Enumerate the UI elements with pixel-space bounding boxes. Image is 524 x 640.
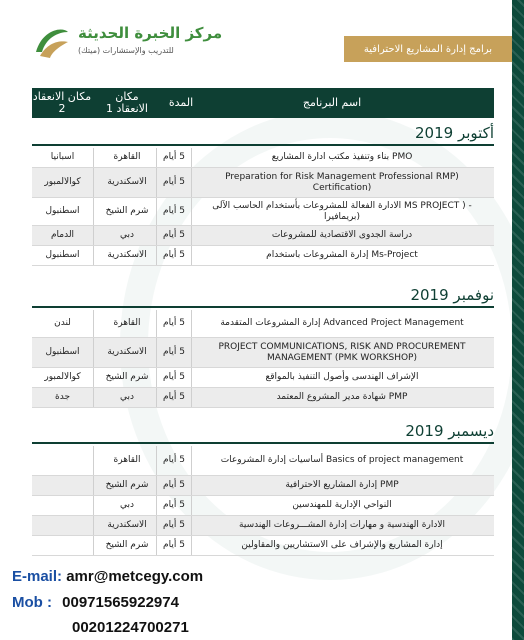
table-row <box>32 496 494 516</box>
location2-cell: اسبانيا <box>32 148 94 167</box>
duration-cell: 5 أيام <box>156 148 192 167</box>
location1-cell: القاهرة <box>113 318 141 328</box>
location2-cell: اسطنبول <box>32 198 94 225</box>
column-location1: مكان الانعقاد 1 <box>105 90 148 115</box>
location2-cell: الدمام <box>32 226 94 245</box>
program-cell: Preparation for Risk Management Professional RMP) Certification) <box>225 171 459 193</box>
program-cell: الإشراف الهندسى وأصول التنفيذ بالمواقع <box>265 372 419 382</box>
duration-cell: 5 أيام <box>156 168 192 197</box>
mobile-line-2 <box>72 619 189 636</box>
program-cell: بناء وتنفيذ مكتب ادارة المشاريع PMO <box>271 152 413 162</box>
mobile-number-2[interactable]: 00201224700271 <box>72 619 189 636</box>
table-row <box>32 226 494 246</box>
location2-cell: لندن <box>32 310 94 337</box>
location1-cell: شرم الشيخ <box>105 372 149 382</box>
location1-cell: شرم الشيخ <box>105 206 149 216</box>
location1-cell: القاهرة <box>113 152 141 162</box>
email-line <box>12 568 203 585</box>
table-row <box>32 246 494 266</box>
side-pattern-strip <box>512 0 524 640</box>
column-program: اسم البرنامج <box>302 96 362 109</box>
duration-cell: 5 أيام <box>156 198 192 225</box>
duration-cell: 5 أيام <box>156 516 192 535</box>
program-cell: دراسة الجدوى الاقتصادية للمشروعات <box>271 230 413 240</box>
duration-cell: 5 أيام <box>156 388 192 407</box>
mobile-number-1[interactable]: 00971565922974 <box>62 594 179 611</box>
logo <box>32 20 232 64</box>
table-row <box>32 476 494 496</box>
location1-cell: دبي <box>120 230 135 240</box>
mobile-line <box>12 594 179 611</box>
duration-cell: 5 أيام <box>156 246 192 265</box>
program-cell: شهادة مدير المشروع المعتمد PMP <box>276 392 408 402</box>
location1-cell: الاسكندرية <box>107 250 147 260</box>
table-row <box>32 338 494 368</box>
table-row <box>32 516 494 536</box>
table-row <box>32 198 494 226</box>
program-cell: إدارة المشروعات المتقدمة Advanced Project Management <box>220 318 464 328</box>
duration-cell: 5 أيام <box>156 476 192 495</box>
duration-cell: 5 أيام <box>156 338 192 367</box>
table-row <box>32 148 494 168</box>
duration-cell: 5 أيام <box>156 496 192 515</box>
location1-cell: الاسكندرية <box>107 177 147 187</box>
location2-cell: اسطنبول <box>32 338 94 367</box>
location2-cell <box>32 516 94 535</box>
table-row <box>32 536 494 556</box>
month-divider <box>32 306 494 308</box>
location1-cell: الاسكندرية <box>107 347 147 357</box>
duration-cell: 5 أيام <box>156 368 192 387</box>
email-label: E-mail: <box>12 568 63 585</box>
duration-cell: 5 أيام <box>156 310 192 337</box>
program-cell: إدارة المشاريع والإشراف على الاستشاريين والمقاولين <box>241 540 443 550</box>
duration-cell: 5 أيام <box>156 226 192 245</box>
month-heading: ديسمبر 2019 <box>405 422 494 440</box>
location1-cell: شرم الشيخ <box>105 540 149 550</box>
logo-name: مركز الخبرة الحديثة <box>78 24 223 42</box>
table-row <box>32 388 494 408</box>
program-cell: الادارة الفعالة للمشروعات بأستخدام الحاسب الآلى MS PROJECT ) - بريمافيرا) <box>212 200 472 222</box>
location1-cell: دبي <box>120 392 135 402</box>
location2-cell: جدة <box>32 388 94 407</box>
location2-cell <box>32 496 94 515</box>
month-heading: أكتوبر 2019 <box>415 124 494 142</box>
month-divider <box>32 442 494 444</box>
column-location2: مكان الانعقاد 2 <box>32 90 92 115</box>
email-address[interactable]: amr@metcegy.com <box>66 568 204 585</box>
duration-cell: 5 أيام <box>156 446 192 475</box>
program-cell: PROJECT COMMUNICATIONS, RISK AND PROCUREMENT MANAGEMENT (PMK WORKSHOP) <box>218 341 466 363</box>
location1-cell: القاهرة <box>113 455 141 465</box>
program-cell: النواحي الإدارية للمهندسين <box>292 500 392 510</box>
location1-cell: شرم الشيخ <box>105 480 149 490</box>
duration-cell: 5 أيام <box>156 536 192 555</box>
logo-mark-icon <box>32 22 72 62</box>
header <box>0 0 512 90</box>
location2-cell <box>32 476 94 495</box>
location2-cell <box>32 536 94 555</box>
table-row <box>32 446 494 476</box>
column-duration: المدة <box>168 96 194 109</box>
location2-cell: اسطنبول <box>32 246 94 265</box>
program-cell: أساسيات إدارة المشروعات Basics of project management <box>220 455 464 465</box>
table-row <box>32 168 494 198</box>
location2-cell <box>32 446 94 475</box>
page-title-banner: برامج إدارة المشاريع الاحترافية <box>344 36 512 62</box>
table-row <box>32 368 494 388</box>
mobile-label: Mob : <box>12 594 52 611</box>
table-header <box>32 88 494 118</box>
program-cell: الادارة الهندسية و مهارات إدارة المشـــروعات الهندسية <box>239 520 445 530</box>
program-cell: إدارة المشروعات باستخدام Ms-Project <box>266 250 418 260</box>
location2-cell: كوالالمبور <box>32 368 94 387</box>
location1-cell: الاسكندرية <box>107 520 147 530</box>
month-heading: نوفمبر 2019 <box>410 286 494 304</box>
location1-cell: دبي <box>120 500 135 510</box>
location2-cell: كوالالمبور <box>32 168 94 197</box>
month-divider <box>32 144 494 146</box>
logo-subtitle: للتدريب والإستشارات (ميتك) <box>78 46 174 55</box>
program-cell: إدارة المشاريع الاحترافية PMP <box>285 480 399 490</box>
table-row <box>32 310 494 338</box>
